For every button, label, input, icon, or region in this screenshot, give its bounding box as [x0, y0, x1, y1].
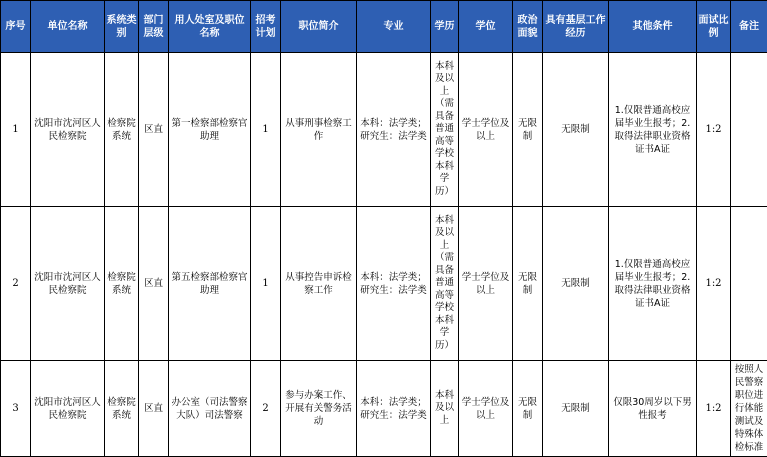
cell-other: 仅限30周岁以下男性报考 — [609, 361, 697, 457]
cell-ratio: 1:2 — [697, 53, 731, 207]
header-cell-level: 部门层级 — [139, 1, 169, 53]
cell-seq: 3 — [1, 361, 31, 457]
header-cell-major: 专业 — [357, 1, 431, 53]
header-cell-ratio: 面试比例 — [697, 1, 731, 53]
cell-level: 区直 — [139, 207, 169, 361]
cell-seq: 2 — [1, 207, 31, 361]
header-cell-position: 用人处室及职位名称 — [169, 1, 251, 53]
header-cell-other: 其他条件 — [609, 1, 697, 53]
cell-politics: 无限制 — [513, 53, 543, 207]
cell-experience: 无限制 — [543, 53, 609, 207]
cell-seq: 1 — [1, 53, 31, 207]
cell-position: 第一检察部检察官助理 — [169, 53, 251, 207]
header-cell-intro: 职位简介 — [281, 1, 357, 53]
cell-degree: 学士学位及以上 — [459, 361, 513, 457]
header-row — [1, 1, 767, 53]
cell-unit: 沈阳市沈河区人民检察院 — [31, 53, 105, 207]
cell-position: 办公室（司法警察大队）司法警察 — [169, 361, 251, 457]
header-cell-plan: 招考计划 — [251, 1, 281, 53]
cell-politics: 无限制 — [513, 207, 543, 361]
cell-degree: 学士学位及以上 — [459, 53, 513, 207]
header-cell-remark: 备注 — [731, 1, 767, 53]
cell-remark — [731, 53, 767, 207]
cell-system: 检察院系统 — [105, 53, 139, 207]
cell-education: 本科及以上（需具备普通高等学校本科学历） — [431, 207, 459, 361]
cell-system: 检察院系统 — [105, 361, 139, 457]
cell-intro: 从事刑事检察工作 — [281, 53, 357, 207]
cell-experience: 无限制 — [543, 361, 609, 457]
cell-intro: 参与办案工作、开展有关警务活动 — [281, 361, 357, 457]
header-cell-degree: 学位 — [459, 1, 513, 53]
cell-experience: 无限制 — [543, 207, 609, 361]
header-cell-seq: 序号 — [1, 1, 31, 53]
cell-position: 第五检察部检察官助理 — [169, 207, 251, 361]
header-cell-experience: 具有基层工作经历 — [543, 1, 609, 53]
cell-plan: 2 — [251, 361, 281, 457]
cell-remark — [731, 207, 767, 361]
cell-major: 本科：法学类；研究生：法学类 — [357, 53, 431, 207]
cell-unit: 沈阳市沈河区人民检察院 — [31, 361, 105, 457]
cell-politics: 无限制 — [513, 361, 543, 457]
cell-major: 本科：法学类；研究生：法学类 — [357, 207, 431, 361]
header-cell-education: 学历 — [431, 1, 459, 53]
cell-remark: 按照人民警察职位进行体能测试及特殊体检标准 — [731, 361, 767, 457]
cell-major: 本科：法学类；研究生：法学类 — [357, 361, 431, 457]
cell-ratio: 1:2 — [697, 361, 731, 457]
cell-plan: 1 — [251, 207, 281, 361]
cell-plan: 1 — [251, 53, 281, 207]
cell-education: 本科及以上 — [431, 361, 459, 457]
cell-ratio: 1:2 — [697, 207, 731, 361]
cell-other: 1.仅限普通高校应届毕业生报考；2.取得法律职业资格证书A证 — [609, 53, 697, 207]
header-cell-politics: 政治面貌 — [513, 1, 543, 53]
cell-unit: 沈阳市沈河区人民检察院 — [31, 207, 105, 361]
cell-level: 区直 — [139, 361, 169, 457]
cell-system: 检察院系统 — [105, 207, 139, 361]
cell-intro: 从事控告申诉检察工作 — [281, 207, 357, 361]
cell-other: 1.仅限普通高校应届毕业生报考；2.取得法律职业资格证书A证 — [609, 207, 697, 361]
cell-education: 本科及以上（需具备普通高等学校本科学历） — [431, 53, 459, 207]
cell-level: 区直 — [139, 53, 169, 207]
header-cell-unit: 单位名称 — [31, 1, 105, 53]
cell-degree: 学士学位及以上 — [459, 207, 513, 361]
table-row — [1, 53, 767, 207]
header-cell-system: 系统类别 — [105, 1, 139, 53]
table-row — [1, 361, 767, 457]
table-row — [1, 207, 767, 361]
